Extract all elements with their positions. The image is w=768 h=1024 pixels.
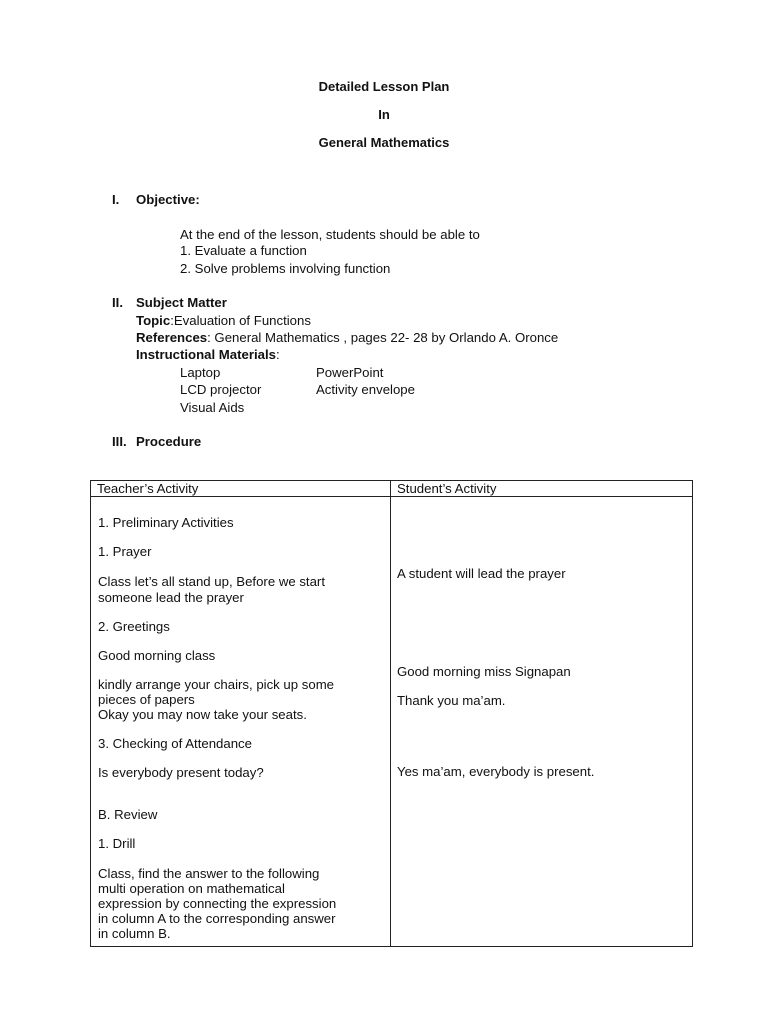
teacher-line: pieces of papers xyxy=(98,692,195,707)
teacher-line: B. Review xyxy=(98,807,158,822)
materials-line xyxy=(136,347,280,363)
teacher-line: 1. Drill xyxy=(98,836,136,851)
material-item: Visual Aids xyxy=(180,400,245,415)
teacher-line: Class, find the answer to the following xyxy=(98,866,320,881)
objective-heading: Objective: xyxy=(136,192,200,207)
topic-line xyxy=(136,313,311,329)
material-item: Laptop xyxy=(180,365,221,380)
objective-numeral: I. xyxy=(112,192,120,207)
column-header-student: Student’s Activity xyxy=(391,481,693,497)
column-header-teacher: Teacher’s Activity xyxy=(91,481,391,497)
procedure-numeral: III. xyxy=(112,434,127,449)
references-value: : General Mathematics , pages 22- 28 by Orlando A. Oronce xyxy=(207,330,559,345)
materials-colon: : xyxy=(275,347,280,362)
procedure-table xyxy=(90,480,693,947)
topic-label: Topic xyxy=(136,313,171,328)
teacher-activity-cell xyxy=(91,497,391,947)
teacher-line: 1. Preliminary Activities xyxy=(98,515,234,530)
teacher-line: Class let’s all stand up, Before we start xyxy=(98,574,325,589)
teacher-line: Okay you may now take your seats. xyxy=(98,707,307,722)
references-line xyxy=(136,330,558,346)
objective-intro: At the end of the lesson, students should be able to xyxy=(180,227,480,242)
topic-value: :Evaluation of Functions xyxy=(170,313,311,328)
teacher-line: 3. Checking of Attendance xyxy=(98,736,252,751)
title-line-1: Detailed Lesson Plan xyxy=(318,79,450,94)
teacher-line: 1. Prayer xyxy=(98,544,152,559)
teacher-line: in column B. xyxy=(98,926,171,941)
student-line: Yes ma’am, everybody is present. xyxy=(397,764,595,779)
teacher-line: Is everybody present today? xyxy=(98,765,264,780)
student-line: Good morning miss Signapan xyxy=(397,664,571,679)
student-line: Thank you ma’am. xyxy=(397,693,506,708)
procedure-heading: Procedure xyxy=(136,434,202,449)
teacher-line: multi operation on mathematical xyxy=(98,881,285,896)
teacher-line: someone lead the prayer xyxy=(98,590,244,605)
material-item: Activity envelope xyxy=(316,382,415,397)
teacher-line: kindly arrange your chairs, pick up some xyxy=(98,677,335,692)
teacher-line: in column A to the corresponding answer xyxy=(98,911,336,926)
material-item: PowerPoint xyxy=(316,365,384,380)
subject-heading: Subject Matter xyxy=(136,295,227,310)
teacher-line: expression by connecting the expression xyxy=(98,896,337,911)
teacher-line: Good morning class xyxy=(98,648,216,663)
title-line-2: In xyxy=(378,107,390,122)
student-activity-cell xyxy=(391,497,693,947)
objective-item: 2. Solve problems involving function xyxy=(180,261,391,276)
references-label: References xyxy=(136,330,208,345)
student-line: A student will lead the prayer xyxy=(397,566,566,581)
title-line-3: General Mathematics xyxy=(318,135,450,150)
materials-label: Instructional Materials xyxy=(136,347,276,362)
subject-numeral: II. xyxy=(112,295,123,310)
material-item: LCD projector xyxy=(180,382,262,397)
objective-item: 1. Evaluate a function xyxy=(180,243,307,258)
teacher-line: 2. Greetings xyxy=(98,619,170,634)
